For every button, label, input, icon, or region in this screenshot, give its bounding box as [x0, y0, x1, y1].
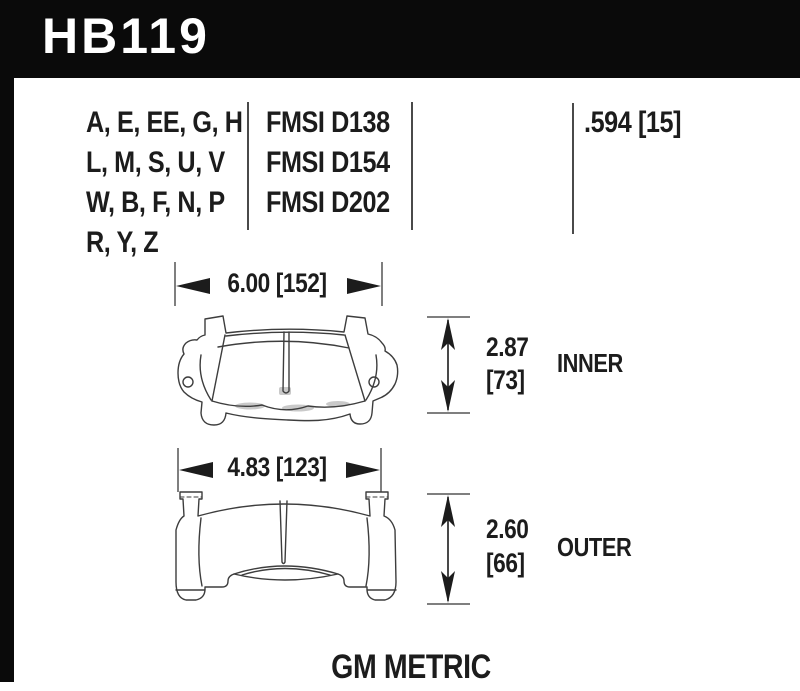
application-label: GM METRIC: [331, 648, 491, 686]
outer-height-in-label: 2.60: [486, 514, 529, 544]
left-border: [0, 78, 14, 682]
outer-pad-label: OUTER: [557, 532, 632, 562]
compound-codes-line-2: L, M, S, U, V: [86, 146, 225, 179]
outer-height-mm-label: [66]: [486, 548, 525, 578]
table-divider-1: [247, 102, 249, 230]
inner-height-mm-label: [73]: [486, 365, 525, 395]
thickness-value: .594 [15]: [584, 106, 682, 139]
compound-codes-line-1: A, E, EE, G, H: [86, 106, 243, 139]
fmsi-number-2: FMSI D154: [266, 146, 390, 179]
outer-pad-drawing: [168, 488, 408, 618]
compound-codes-line-3: W, B, F, N, P: [86, 186, 225, 219]
part-number: HB119: [42, 8, 210, 64]
table-divider-2: [411, 102, 413, 230]
inner-pad-drawing: [168, 302, 408, 437]
inner-width-dimension-label: 6.00 [152]: [227, 268, 327, 298]
fmsi-number-3: FMSI D202: [266, 186, 390, 219]
outer-width-dimension-label: 4.83 [123]: [227, 452, 327, 482]
inner-height-in-label: 2.87: [486, 332, 529, 362]
fmsi-number-1: FMSI D138: [266, 106, 390, 139]
inner-height-dimension-graphic: [420, 312, 480, 418]
table-divider-3: [572, 103, 574, 234]
compound-codes-line-4: R, Y, Z: [86, 226, 159, 259]
outer-height-dimension-graphic: [420, 489, 480, 609]
inner-pad-label: INNER: [557, 348, 623, 378]
